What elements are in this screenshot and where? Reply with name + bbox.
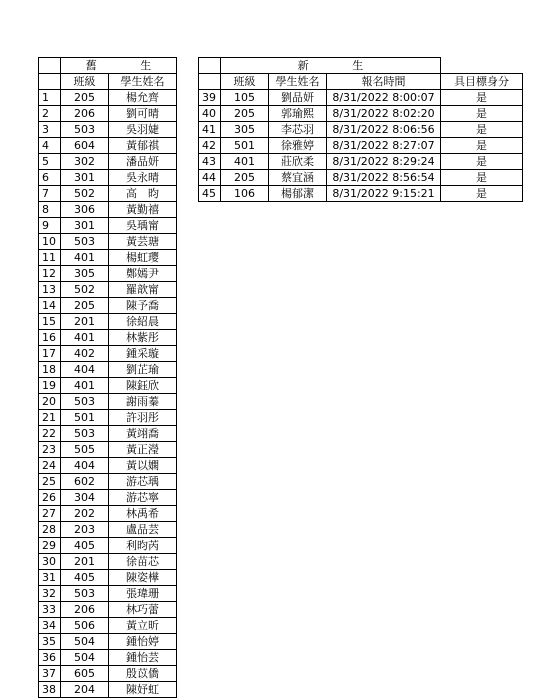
student-name-cell: 游芯寧 (109, 490, 177, 506)
target-identity-cell: 是 (441, 90, 523, 106)
row-number: 30 (39, 554, 61, 570)
class-cell: 503 (61, 426, 109, 442)
class-cell: 305 (221, 122, 269, 138)
new-students-body (199, 58, 523, 202)
table-row (39, 522, 177, 538)
student-name-cell: 黃郁祺 (109, 138, 177, 154)
class-cell: 404 (61, 458, 109, 474)
target-identity-cell: 是 (441, 106, 523, 122)
new-header-empty (441, 58, 523, 74)
table-row (39, 490, 177, 506)
student-name-cell: 林禹希 (109, 506, 177, 522)
row-number: 20 (39, 394, 61, 410)
student-name-cell: 鍾采璇 (109, 346, 177, 362)
table-row (39, 186, 177, 202)
row-number: 15 (39, 314, 61, 330)
table-row (39, 298, 177, 314)
row-number: 4 (39, 138, 61, 154)
class-cell: 301 (61, 170, 109, 186)
new-column-header-row (199, 74, 523, 90)
row-number: 33 (39, 602, 61, 618)
class-cell: 505 (61, 442, 109, 458)
class-cell: 502 (61, 186, 109, 202)
student-name-cell: 羅歆甯 (109, 282, 177, 298)
student-name-cell: 鍾怡婷 (109, 634, 177, 650)
row-number: 38 (39, 682, 61, 698)
student-name-cell: 李芯羽 (269, 122, 327, 138)
class-cell: 301 (61, 218, 109, 234)
row-number: 41 (199, 122, 221, 138)
new-title-left: 新 (297, 59, 309, 72)
table-row (39, 634, 177, 650)
row-number: 5 (39, 154, 61, 170)
student-name-cell: 陳予喬 (109, 298, 177, 314)
student-name-cell: 陳鈺欣 (109, 378, 177, 394)
class-cell: 202 (61, 506, 109, 522)
class-cell: 304 (61, 490, 109, 506)
student-name-cell: 許羽彤 (109, 410, 177, 426)
student-name-cell: 林巧蕾 (109, 602, 177, 618)
row-number: 44 (199, 170, 221, 186)
table-row (199, 170, 523, 186)
table-row (199, 154, 523, 170)
table-row (39, 330, 177, 346)
class-cell: 205 (221, 106, 269, 122)
table-row (39, 666, 177, 682)
row-number: 1 (39, 90, 61, 106)
class-cell: 503 (61, 586, 109, 602)
row-number: 24 (39, 458, 61, 474)
new-students-table (198, 57, 523, 202)
table-row (39, 346, 177, 362)
class-cell: 203 (61, 522, 109, 538)
class-cell: 401 (61, 330, 109, 346)
table-row (199, 122, 523, 138)
signup-time-cell: 8/31/2022 8:29:24 (327, 154, 441, 170)
table-row (39, 410, 177, 426)
row-number: 26 (39, 490, 61, 506)
student-name-cell: 徐苗芯 (109, 554, 177, 570)
class-cell: 106 (221, 186, 269, 202)
row-number: 31 (39, 570, 61, 586)
class-cell: 501 (221, 138, 269, 154)
table-row (39, 506, 177, 522)
student-name-cell: 莊欣柔 (269, 154, 327, 170)
old-header-blank (39, 58, 61, 74)
row-number: 36 (39, 650, 61, 666)
row-number: 43 (199, 154, 221, 170)
table-row (39, 154, 177, 170)
table-row (39, 650, 177, 666)
class-cell: 504 (61, 634, 109, 650)
new-title-row (199, 58, 523, 74)
table-row (39, 106, 177, 122)
student-name-cell: 殷苡僑 (109, 666, 177, 682)
student-name-cell: 林紫彤 (109, 330, 177, 346)
table-row (39, 682, 177, 698)
class-cell: 305 (61, 266, 109, 282)
row-number: 16 (39, 330, 61, 346)
student-name-cell: 吳羽婕 (109, 122, 177, 138)
student-name-cell: 陳姿樺 (109, 570, 177, 586)
class-cell: 405 (61, 570, 109, 586)
old-col-name: 學生姓名 (109, 74, 177, 90)
new-col-name: 學生姓名 (269, 74, 327, 90)
row-number: 10 (39, 234, 61, 250)
student-name-cell: 楊虹璎 (109, 250, 177, 266)
target-identity-cell: 是 (441, 186, 523, 202)
student-name-cell: 陳妤虹 (109, 682, 177, 698)
new-title-right: 生 (352, 59, 364, 72)
target-identity-cell: 是 (441, 154, 523, 170)
student-name-cell: 劉芷瑜 (109, 362, 177, 378)
row-number: 17 (39, 346, 61, 362)
row-number: 7 (39, 186, 61, 202)
table-row (39, 426, 177, 442)
table-row (39, 170, 177, 186)
table-row (39, 250, 177, 266)
row-number: 19 (39, 378, 61, 394)
row-number: 29 (39, 538, 61, 554)
student-name-cell: 黃翊喬 (109, 426, 177, 442)
new-col-identity: 具目標身分 (441, 74, 523, 90)
signup-time-cell: 8/31/2022 8:06:56 (327, 122, 441, 138)
row-number: 39 (199, 90, 221, 106)
row-number: 42 (199, 138, 221, 154)
row-number: 21 (39, 410, 61, 426)
class-cell: 502 (61, 282, 109, 298)
class-cell: 302 (61, 154, 109, 170)
class-cell: 604 (61, 138, 109, 154)
class-cell: 401 (61, 250, 109, 266)
row-number: 14 (39, 298, 61, 314)
row-number: 40 (199, 106, 221, 122)
class-cell: 306 (61, 202, 109, 218)
class-cell: 602 (61, 474, 109, 490)
table-row (39, 378, 177, 394)
table-row (39, 90, 177, 106)
class-cell: 402 (61, 346, 109, 362)
student-name-cell: 黃以嫻 (109, 458, 177, 474)
row-number: 25 (39, 474, 61, 490)
target-identity-cell: 是 (441, 170, 523, 186)
row-number: 9 (39, 218, 61, 234)
row-number: 45 (199, 186, 221, 202)
student-name-cell: 謝雨蓁 (109, 394, 177, 410)
student-name-cell: 蔡宜涵 (269, 170, 327, 186)
student-name-cell: 劉可晴 (109, 106, 177, 122)
table-row (39, 618, 177, 634)
old-students-table (38, 57, 177, 698)
class-cell: 503 (61, 234, 109, 250)
student-name-cell: 吳永晴 (109, 170, 177, 186)
table-row (39, 234, 177, 250)
row-number: 8 (39, 202, 61, 218)
class-cell: 206 (61, 106, 109, 122)
table-row (39, 554, 177, 570)
target-identity-cell: 是 (441, 122, 523, 138)
row-number: 18 (39, 362, 61, 378)
class-cell: 401 (221, 154, 269, 170)
table-row (199, 90, 523, 106)
table-row (39, 586, 177, 602)
old-column-header-row (39, 74, 177, 90)
signup-time-cell: 8/31/2022 9:15:21 (327, 186, 441, 202)
row-number: 27 (39, 506, 61, 522)
row-number: 12 (39, 266, 61, 282)
old-title-cell (61, 58, 177, 74)
table-row (39, 458, 177, 474)
row-number: 6 (39, 170, 61, 186)
table-row (39, 266, 177, 282)
signup-time-cell: 8/31/2022 8:00:07 (327, 90, 441, 106)
table-row (39, 474, 177, 490)
signup-time-cell: 8/31/2022 8:27:07 (327, 138, 441, 154)
row-number: 32 (39, 586, 61, 602)
table-row (39, 538, 177, 554)
student-name-cell: 徐紹晨 (109, 314, 177, 330)
table-row (39, 122, 177, 138)
student-name-cell: 黃立昕 (109, 618, 177, 634)
student-name-cell: 徐雅婷 (269, 138, 327, 154)
signup-time-cell: 8/31/2022 8:56:54 (327, 170, 441, 186)
class-cell: 205 (61, 90, 109, 106)
class-cell: 503 (61, 394, 109, 410)
table-row (199, 106, 523, 122)
class-cell: 503 (61, 122, 109, 138)
old-col-blank (39, 74, 61, 90)
class-cell: 504 (61, 650, 109, 666)
table-row (39, 138, 177, 154)
row-number: 34 (39, 618, 61, 634)
old-col-class: 班級 (61, 74, 109, 90)
class-cell: 201 (61, 314, 109, 330)
table-row (199, 186, 523, 202)
table-row (39, 602, 177, 618)
student-name-cell: 楊郁潔 (269, 186, 327, 202)
class-cell: 204 (61, 682, 109, 698)
student-name-cell: 楊允齊 (109, 90, 177, 106)
table-row (39, 442, 177, 458)
new-col-class: 班級 (221, 74, 269, 90)
row-number: 13 (39, 282, 61, 298)
student-name-cell: 鄭嫣尹 (109, 266, 177, 282)
table-row (199, 138, 523, 154)
class-cell: 506 (61, 618, 109, 634)
class-cell: 201 (61, 554, 109, 570)
table-row (39, 218, 177, 234)
student-name-cell: 黃勤禧 (109, 202, 177, 218)
row-number: 3 (39, 122, 61, 138)
row-number: 11 (39, 250, 61, 266)
class-cell: 501 (61, 410, 109, 426)
new-header-blank (199, 58, 221, 74)
table-row (39, 202, 177, 218)
new-col-time: 報名時間 (327, 74, 441, 90)
row-number: 35 (39, 634, 61, 650)
class-cell: 205 (221, 170, 269, 186)
signup-time-cell: 8/31/2022 8:02:20 (327, 106, 441, 122)
row-number: 22 (39, 426, 61, 442)
student-name-cell: 劉品妍 (269, 90, 327, 106)
old-title-row (39, 58, 177, 74)
new-title-cell (221, 58, 441, 74)
class-cell: 401 (61, 378, 109, 394)
table-row (39, 362, 177, 378)
student-name-cell: 黃芸瑭 (109, 234, 177, 250)
student-name-cell: 張瑋珊 (109, 586, 177, 602)
student-name-cell: 利昀芮 (109, 538, 177, 554)
student-name-cell: 黃正瀅 (109, 442, 177, 458)
student-name-cell: 盧品芸 (109, 522, 177, 538)
old-title-right: 生 (140, 59, 152, 72)
old-students-body (39, 58, 177, 698)
class-cell: 404 (61, 362, 109, 378)
student-name-cell: 鍾怡芸 (109, 650, 177, 666)
class-cell: 605 (61, 666, 109, 682)
class-cell: 205 (61, 298, 109, 314)
target-identity-cell: 是 (441, 138, 523, 154)
class-cell: 206 (61, 602, 109, 618)
student-name-cell: 吳瑀甯 (109, 218, 177, 234)
student-name-cell: 游芯瑀 (109, 474, 177, 490)
row-number: 2 (39, 106, 61, 122)
student-name-cell: 潘品妍 (109, 154, 177, 170)
class-cell: 105 (221, 90, 269, 106)
row-number: 23 (39, 442, 61, 458)
student-name-cell: 高 昀 (109, 186, 177, 202)
table-row (39, 282, 177, 298)
row-number: 28 (39, 522, 61, 538)
class-cell: 405 (61, 538, 109, 554)
table-row (39, 314, 177, 330)
old-title-left: 舊 (85, 59, 97, 72)
table-row (39, 394, 177, 410)
row-number: 37 (39, 666, 61, 682)
new-col-blank (199, 74, 221, 90)
student-name-cell: 郭瑜熙 (269, 106, 327, 122)
table-row (39, 570, 177, 586)
